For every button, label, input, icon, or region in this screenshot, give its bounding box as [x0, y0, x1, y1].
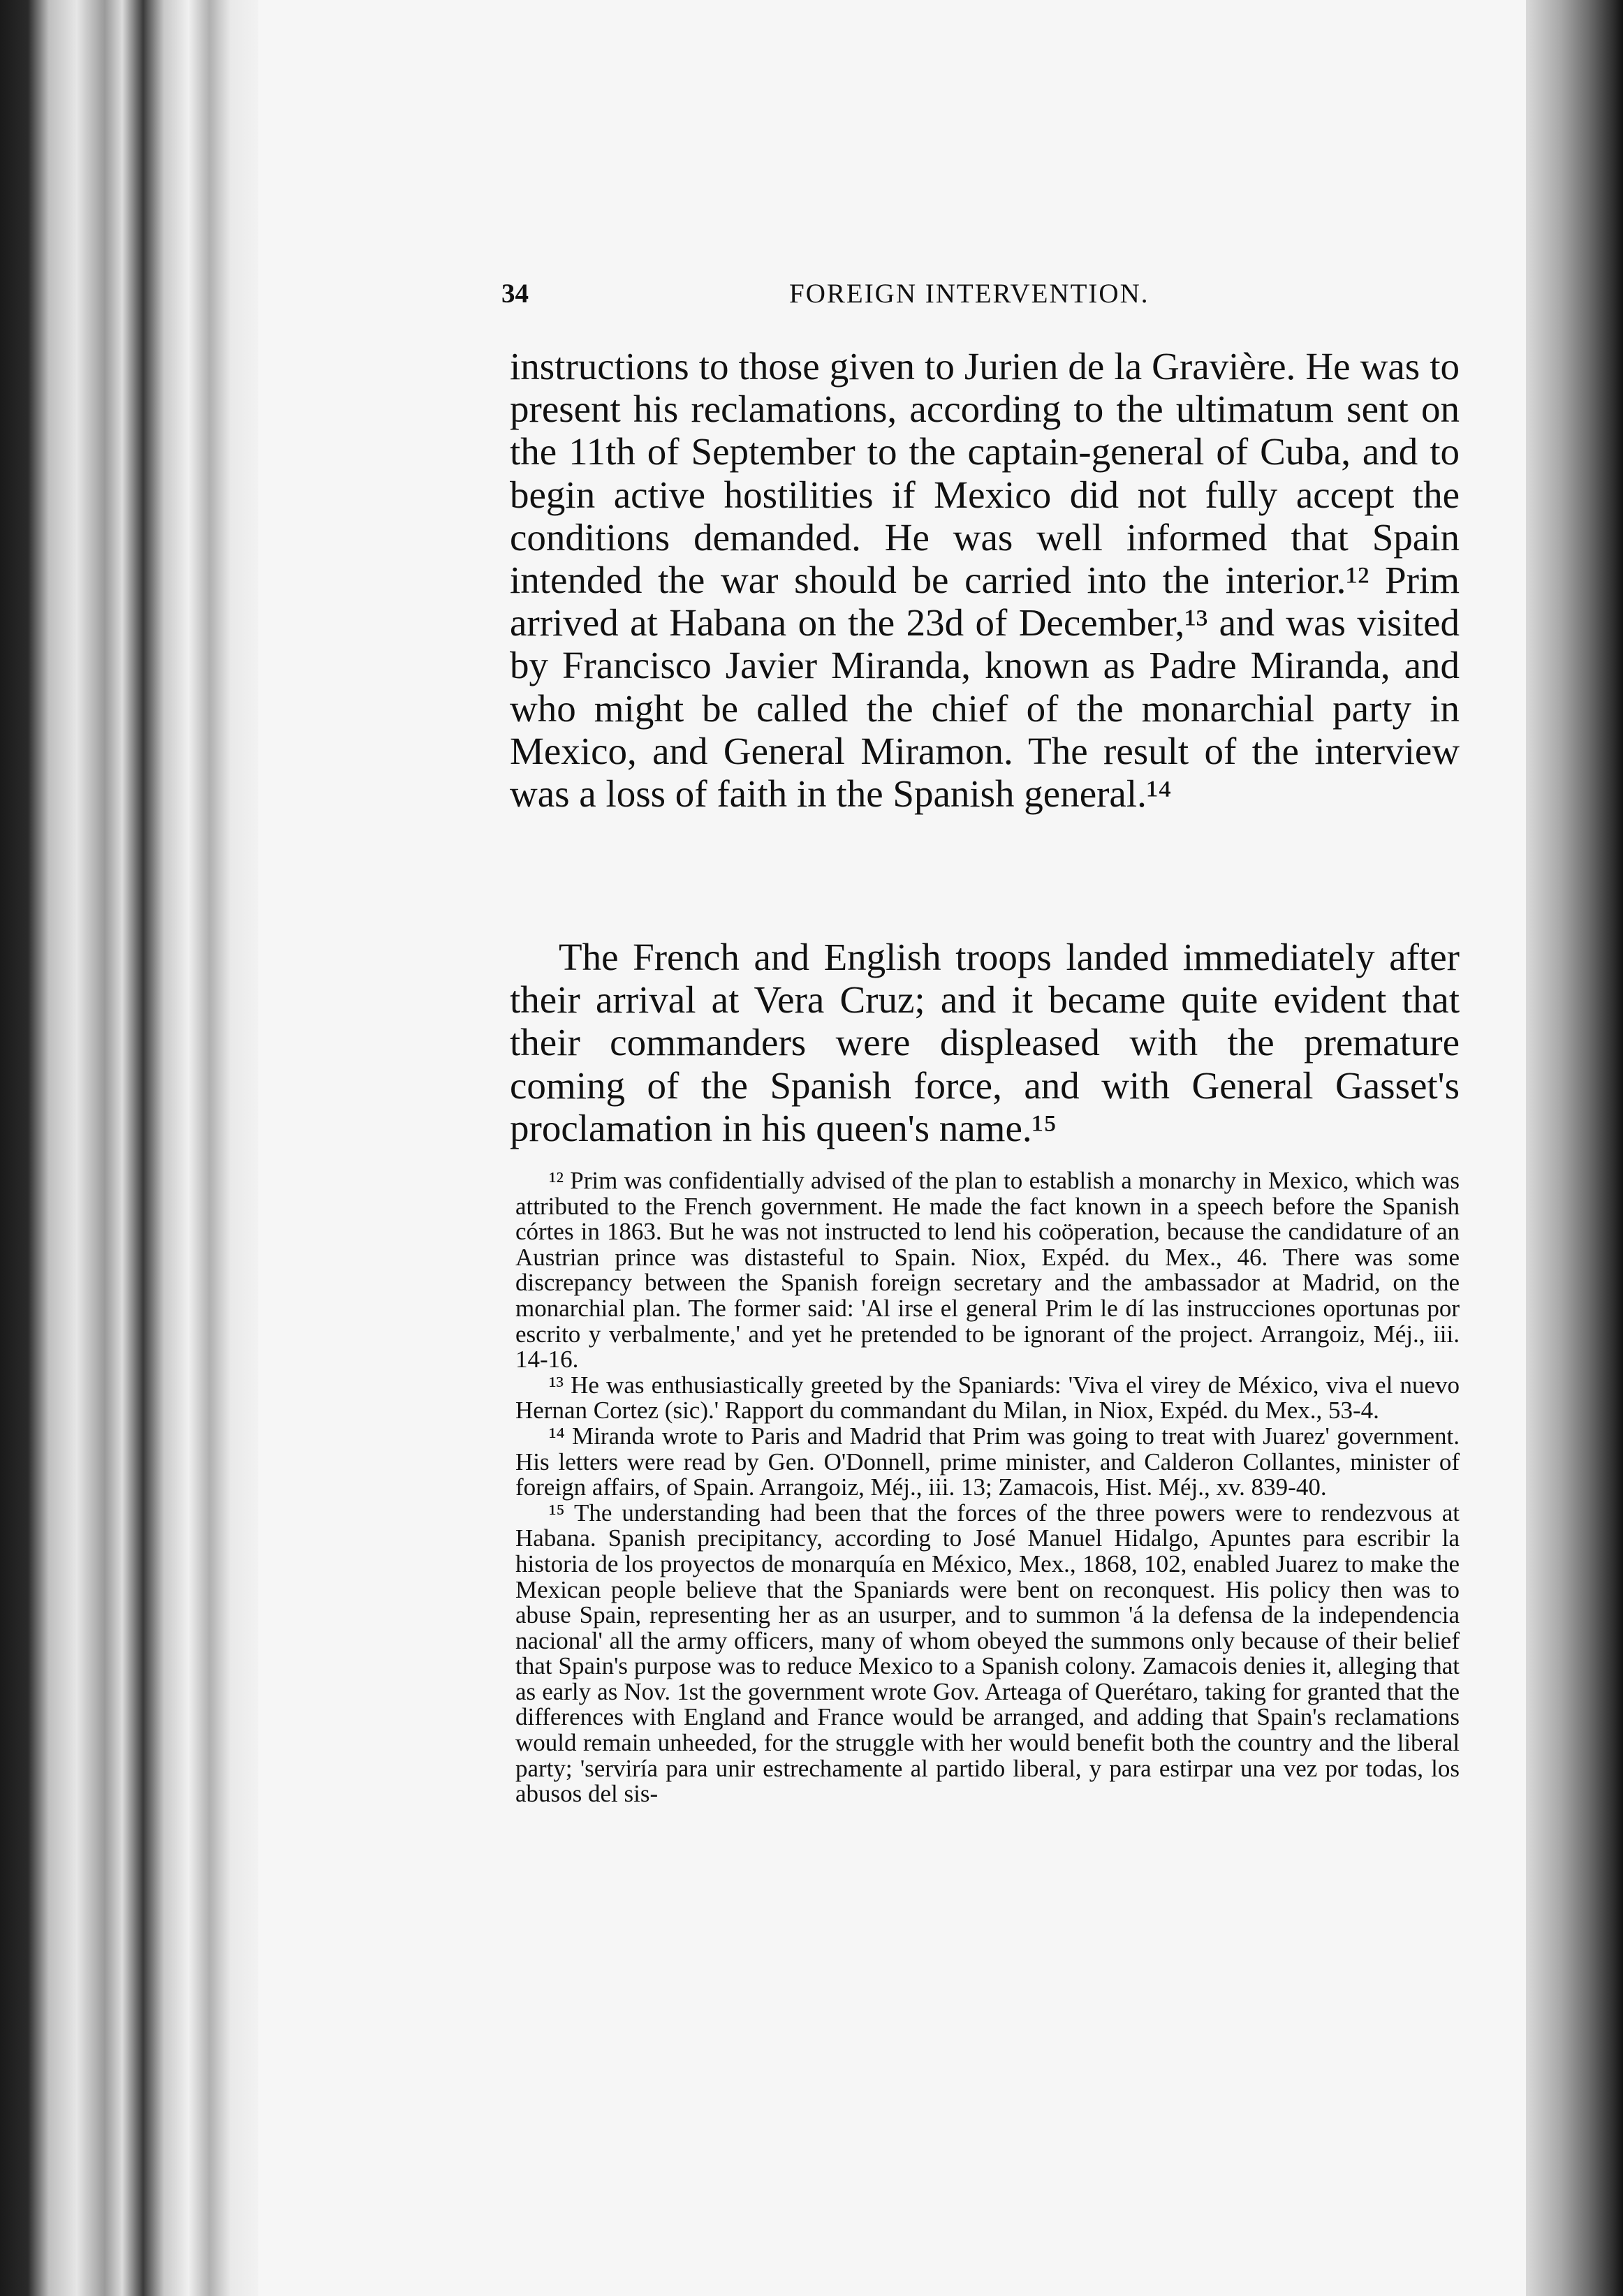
page-header: [501, 278, 1465, 320]
book-page-edge-right: [1526, 0, 1623, 2296]
body-paragraph-1: instructions to those given to Jurien de la Gravière. He was to present his reclamations, according to the ultimatum sent on the 11th of September to the captain-general of Cuba, and to begin active hostilities if Mexico did not fully accept the conditions demanded. He was well informed that Spain intended the war should be carried into the interior.¹² Prim arrived at Habana on the 23d of December,¹³ and was visited by Francisco Javier Miranda, known as Padre Miranda, and who might be called the chief of the monarchial party in Mexico, and General Miramon. The result of the interview was a loss of faith in the Spanish general.¹⁴: [510, 345, 1460, 816]
footnote-13: ¹³ He was enthusiastically greeted by the Spaniards: 'Viva el virey de México, viva el nuevo Hernan Cortez (sic).' Rapport du commandant du Milan, in Niox, Expéd. du Mex., 53-4.: [515, 1371, 1460, 1425]
footnote-15: ¹⁵ The understanding had been that the forces of the three powers were to rendezvous at Habana. Spanish precipitancy, according to José Manuel Hidalgo, Apuntes para escribir la historia de los proyectos de monarquía en México, Mex., 1868, 102, enabled Juarez to make the Mexican people believe that the Spaniards were bent on reconquest. His policy then was to abuse Spain, representing her as an usurper, and to summon 'á la defensa de la independencia nacional' all the army officers, many of whom obeyed the summons only because of their belief that Spain's purpose was to reduce Mexico to a Spanish colony. Zamacois denies it, alleging that as early as Nov. 1st the government wrote Gov. Arteaga of Querétaro, taking for granted that the differences with England and France would be arranged, and adding that Spain's reclamations would remain unheeded, for the struggle with her would benefit both the country and the liberal party; 'serviría para unir estrechamente al partido liberal, y para estirpar una vez por todas, los abusos del sis-: [515, 1499, 1460, 1808]
page-number: 34: [501, 279, 529, 309]
footnote-12: ¹² Prim was confidentially advised of the plan to establish a monarchy in Mexico, which was attributed to the French government. He made the fact known in a speech before the Spanish córtes in 1863. But he was not instructed to lend his coöperation, because the candidature of an Austrian prince was distasteful to Spain. Niox, Expéd. du Mex., 46. There was some discrepancy between the Spanish foreign secretary and the ambassador at Madrid, on the monarchial plan. The former said: 'Al irse el general Prim le dí las instrucciones oportunas por escrito y verbalmente,' and yet he pretended to be ignorant of the project. Arrangoiz, Méj., iii. 14-16.: [515, 1167, 1460, 1374]
footnote-14: ¹⁴ Miranda wrote to Paris and Madrid that Prim was going to treat with Juarez' government. His letters were read by Gen. O'Donnell, prime minister, and Calderon Collantes, minister of foreign affairs, of Spain. Arrangoiz, Méj., iii. 13; Zamacois, Hist. Méj., xv. 839-40.: [515, 1422, 1460, 1501]
body-paragraph-2: The French and English troops landed immediately after their arrival at Vera Cruz; and it became quite evident that their commanders were displeased with the premature coming of the Spanish force, and with General Gasset's proclamation in his queen's name.¹⁵: [510, 936, 1460, 1149]
footnotes: [515, 1168, 1460, 1807]
running-title: FOREIGN INTERVENTION.: [789, 279, 1150, 309]
book-page-edges-left: [0, 0, 265, 2296]
